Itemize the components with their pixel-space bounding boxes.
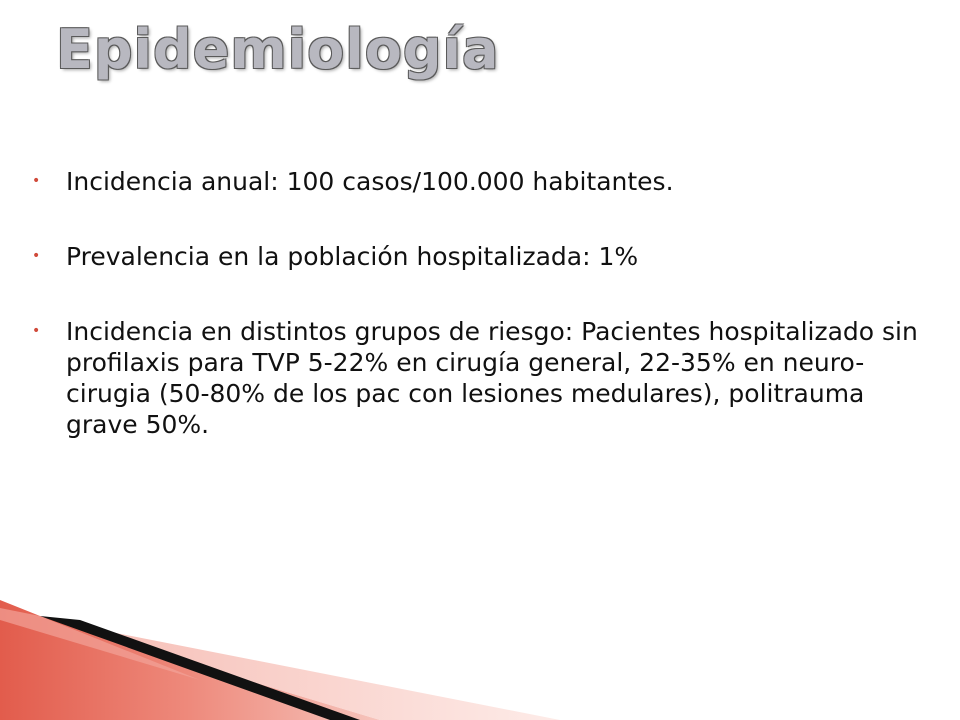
bullet-item	[28, 241, 918, 272]
bullet-item	[28, 166, 918, 197]
slide-title: Epidemiología	[56, 18, 500, 81]
bullet-marker-icon: •	[32, 248, 41, 264]
bullet-text: Incidencia anual: 100 casos/100.000 habitantes.	[66, 167, 674, 196]
bullet-text: Prevalencia en la población hospitalizada: 1%	[66, 242, 639, 271]
bullet-marker-icon: •	[32, 173, 41, 189]
bullet-item	[28, 316, 918, 440]
corner-decoration	[0, 560, 960, 720]
bullet-marker-icon: •	[32, 323, 41, 339]
bullet-list	[28, 166, 918, 484]
bullet-text: Incidencia en distintos grupos de riesgo: Pacientes hospitalizado sin profilaxis para TVP 5-22% en cirugía general, 22-35% en neuro-cirugia (50-80% de los pac con lesiones medulares), politrauma grave 50%.	[66, 317, 918, 439]
